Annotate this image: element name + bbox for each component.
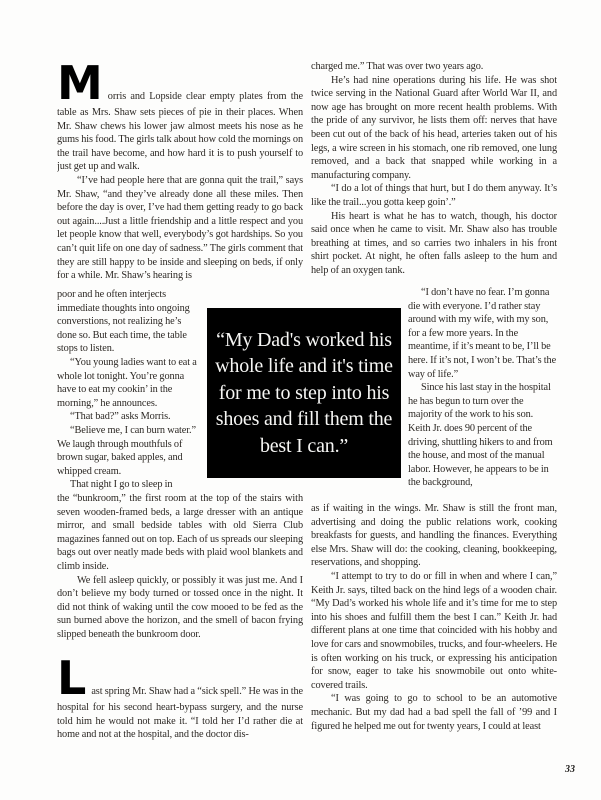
right-column-narrow-segment	[408, 286, 557, 502]
paragraph: He’s had nine operations during his life. He was shot twice serving in the National Guard after World War II, and now age has brought on more recent health problems. With the pride of any survivor, he lists them off: nerves that have been cut out of the back of his head, arteries taken out of his legs, a wire screen in his stomach, one rib removed, one lung removed, and a back that snapped while working in a manufacturing company.	[311, 74, 557, 181]
pull-quote	[207, 308, 401, 478]
paragraph: as if waiting in the wings. Mr. Shaw is still the front man, advertising and doing the public relations work, cooking breakfasts for guests, and handling the finances. Everything else Mrs. Shaw will do: the cooking, cleaning, bookkeeping, reservations, and shopping.	[311, 503, 557, 569]
left-column-top-segment	[57, 60, 303, 288]
right-column-top-segment	[311, 60, 557, 286]
paragraph: We fell asleep quickly, or possibly it was just me. And I don’t believe my body turned or tossed once in the night. It did not think of waking until the cow mooed to be fed as the sun burned above the horizon, and the smell of bacon frying slipped beneath the bunkroom door.	[57, 574, 303, 640]
paragraph: “I do a lot of things that hurt, but I do them anyway. It’s like the trail...you gotta keep goin’.”	[311, 183, 557, 208]
paragraph: “That bad?” asks Morris.	[70, 411, 171, 423]
paragraph: charged me.” That was over two years ago.	[311, 61, 484, 72]
drop-cap-l: L	[57, 651, 87, 705]
page-number-folio: 33	[565, 764, 575, 775]
paragraph: poor and he often interjects immediate thoughts into ongoing converstions, not realizing he’s done so. But each time, the table stops to listen.	[57, 289, 190, 355]
paragraph: “You young ladies want to eat a whole lot tonight. You’re gonna have to eat my cookin’ in the morning,” he announces.	[57, 356, 197, 409]
paragraph-text: ast spring Mr. Shaw had a “sick spell.” He was in the hospital for his second heart-bypass surgery, and the nurse told him he would not make it. “I told her I’d rather die at home and not at the hospital, and the doctor dis-	[57, 686, 303, 741]
paragraph: Since his last stay in the hospital he has begun to turn over the majority of the work to his son. Keith Jr. does 90 percent of the driving, shuttling hikers to and from the house, and most of the manual labor. However, he appears to be in the background,	[408, 382, 553, 489]
paragraph	[57, 60, 303, 174]
paragraph: “I don’t have no fear. I’m gonna die with everyone. I’d rather stay around with my wife, with my son, for a few more years. In the meantime, if it’s meant to be, I’ll be here. If it’s not, I won’t be. That’s the way of life.”	[408, 287, 557, 380]
paragraph: His heart is what he has to watch, though, his doctor said once when he came to visit. Mr. Shaw also has trouble breathing at times, and so carries two inhalers in his front shirt pocket. At night, he often falls asleep to the hum and help of an oxygen tank.	[311, 210, 557, 276]
paragraph: That night I go to sleep in	[70, 479, 173, 491]
paragraph	[57, 651, 303, 742]
paragraph-text: orris and Lopside clear empty plates from the table as Mrs. Shaw sets pieces of pie in their places. When Mr. Shaw chews his lower jaw almost meets his nose as he gums his food. The girls talk about how cold the mornings on the trail have become, and how hard it is to push yourself to just get up and walk.	[57, 91, 303, 173]
paragraph: “I attempt to try to do or fill in when and where I can,” Keith Jr. says, tilted back on the hind legs of a wooden chair. “My Dad’s worked his whole life and it’s time for me to step into his shoes and fulfill them the best I can.” Keith Jr. had different plans at one time that coincided with his hobby and love for cars and snowmobiles, trucks, and four-wheelers. He is often working on his truck, or expressing his anticipation for snow, eager to take his snowmobile out onto white-covered trails.	[311, 570, 557, 691]
left-column-bottom-segment	[57, 651, 303, 765]
paragraph: the “bunkroom,” the first room at the top of the stairs with seven wooden-framed beds, a large dresser with an antique mirror, and small bedside tables with old Sierra Club magazines fanned out on top. Each of us spreads our sleeping bags out over neatly made beds with plaid wool blankets and climb inside.	[57, 493, 303, 572]
drop-cap-m: M	[57, 60, 103, 110]
right-column-bottom-segment	[311, 502, 557, 758]
paragraph: “Believe me, I can burn water.” We laugh through mouthfuls of brown sugar, baked apples, and whipped cream.	[57, 424, 196, 477]
left-column-lower-segment	[57, 492, 303, 654]
paragraph: “I’ve had people here that are gonna quit the trail,” says Mr. Shaw, “and they’ve already done all these miles. Then before the day is over, I’ve had them getting ready to go back out again....Just a little friendship and a little respect and you let people know that well, everybody’s got hardships. So you can’t quit life on one day of sadness.” The girls comment that they are still happy to be inside and sleeping on beds, if only for a while. Mr. Shaw’s hearing is	[57, 174, 303, 282]
paragraph: “I was going to go to school to be an automotive mechanic. But my dad had a bad spell the fall of ’99 and I figured he helped me out for twenty years, I could at least	[311, 693, 557, 732]
pull-quote-text: “My Dad's worked his whole life and it's time for me to step into his shoes and fill them the best I can.”	[215, 328, 393, 457]
left-column-narrow-segment	[57, 288, 203, 492]
